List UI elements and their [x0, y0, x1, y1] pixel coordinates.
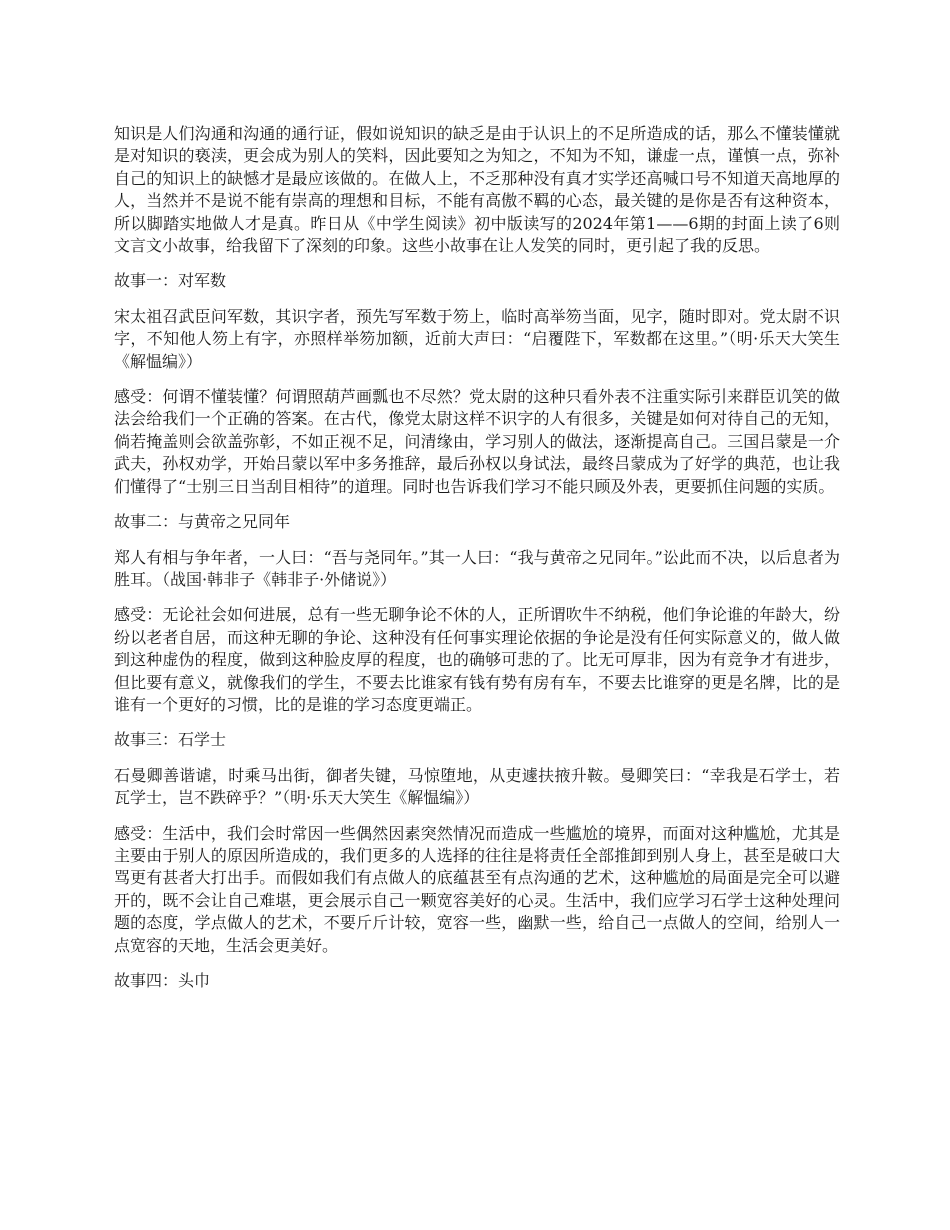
story-two-heading: 故事二：与黄帝之兄同年	[114, 512, 291, 532]
story-three-reflection: 感受：生活中，我们会时常因一些偶然因素突然情况而造成一些尴尬的境界，而面对这种尴尬，尤其是主要由于别人的原因所造成的，我们更多的人选择的往往是将责任全部推卸到别人身上，甚至是破口大骂更有甚者大打出手。而假如我们有点做人的底蕴甚至有点沟通的艺术，这种尴尬的局面是完全可以避开的，既不会让自己难堪，更会展示自己一颗宽容美好的心灵。生活中，我们应学习石学士这种处理问题的态度，学点做人的艺术，不要斤斤计较，宽容一些，幽默一些，给自己一点做人的空间，给别人一点宽容的天地，生活会更美好。	[114, 823, 840, 955]
story-one-reflection: 感受：何谓不懂装懂？何谓照葫芦画瓢也不尽然？党太尉的这种只看外表不注重实际引来群臣讥笑的做法会给我们一个正确的答案。在古代，像党太尉这样不识字的人有很多，关键是如何对待自己的无知，倘若掩盖则会欲盖弥彰，不如正视不足，问清缘由，学习别人的做法，逐渐提高自己。三国吕蒙是一介武夫，孙权劝学，开始吕蒙以军中多务推辞，最后孙权以身试法，最终吕蒙成为了好学的典范，也让我们懂得了“士别三日当刮目相待”的道理。同时也告诉我们学习不能只顾及外表，更要抓住问题的实质。	[114, 387, 840, 496]
document-page	[114, 123, 840, 1005]
story-two-text: 郑人有相与争年者，一人曰：“吾与尧同年。”其一人曰：“我与黄帝之兄同年。”讼此而不决，以后息者为胜耳。（战国·韩非子《韩非子·外储说》）	[114, 547, 840, 589]
intro-paragraph: 知识是人们沟通和沟通的通行证，假如说知识的缺乏是由于认识上的不足所造成的话，那么不懂装懂就是对知识的亵渎，更会成为别人的笑料，因此要知之为知之，不知为不知，谦虚一点，谨慎一点，弥补自己的知识上的缺憾才是最应该做的。在做人上，不乏那种没有真才实学还高喊口号不知道天高地厚的人，当然并不是说不能有崇高的理想和目标，不能有高傲不羁的心态，最关键的是你是否有这种资本，所以脚踏实地做人才是真。昨日从《中学生阅读》初中版读写的2024年第1——6期的封面上读了6则文言文小故事，给我留下了深刻的印象。这些小故事在让人发笑的同时，更引起了我的反思。	[114, 124, 840, 256]
story-three-text: 石曼卿善谐谑，时乘马出街，御者失键，马惊堕地，从吏遽扶掖升鞍。曼卿笑曰：“幸我是石学士，若瓦学士，岂不跌碎乎？”（明·乐天大笑生《解愠编》）	[114, 765, 840, 808]
story-one-heading: 故事一：对军数	[114, 271, 227, 291]
story-three-heading: 故事三：石学士	[114, 730, 227, 750]
story-four-heading: 故事四：头巾	[114, 971, 211, 990]
story-two-reflection: 感受：无论社会如何进展，总有一些无聊争论不休的人，正所谓吹牛不纳税，他们争论谁的年龄大，纷纷以老者自居，而这种无聊的争论、这种没有任何事实理论依据的争论是没有任何实际意义的，做人做到这种虚伪的程度，做到这种脸皮厚的程度，也的确够可悲的了。比无可厚非，因为有竞争才有进步，但比要有意义，就像我们的学生，不要去比谁家有钱有势有房有车，不要去比谁穿的更是名牌，比的是谁有一个更好的习惯，比的是谁的学习态度更端正。	[114, 605, 840, 714]
story-one-text: 宋太祖召武臣问军数，其识字者，预先写军数于笏上，临时高举笏当面，见字，随时即对。党太尉不识字，不知他人笏上有字，亦照样举笏加额，近前大声曰：“启覆陛下，军数都在这里。”（明·乐天大笑生《解愠编》）	[114, 306, 840, 371]
